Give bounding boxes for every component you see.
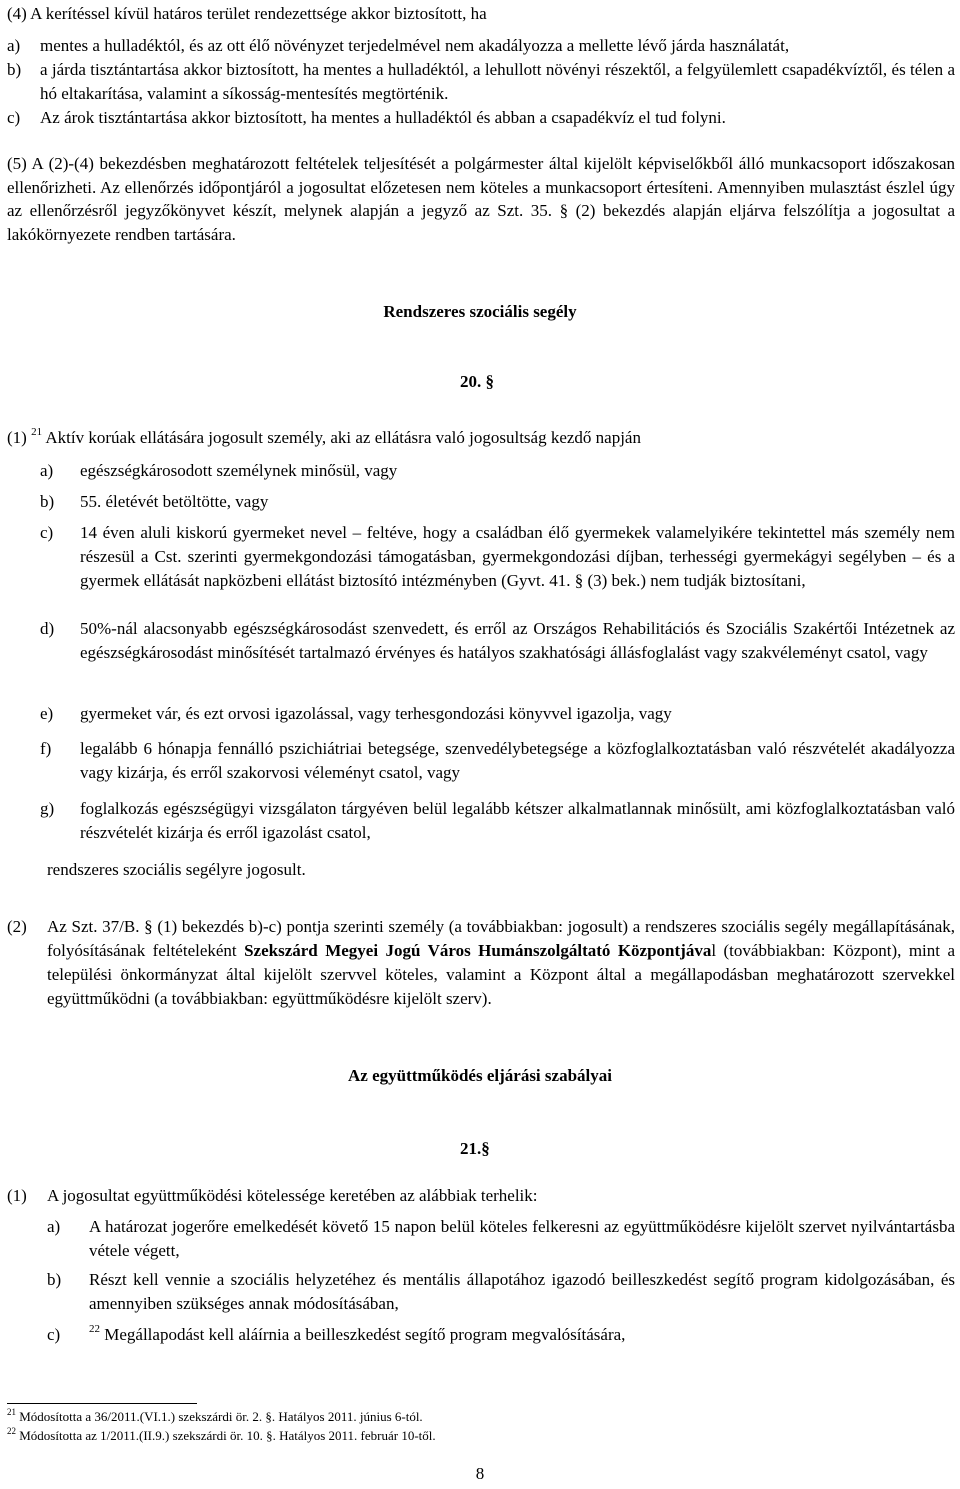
s20-p1-prefix: (1) xyxy=(7,428,27,447)
p4-b-label: b) xyxy=(7,60,22,79)
s21-item-c-text xyxy=(89,1323,625,1347)
s20-item-b-text: 55. életévét betöltötte, vagy xyxy=(80,492,269,511)
s21-item-b-label: b) xyxy=(47,1270,62,1289)
s20-item-d-text: 50%-nál alacsonyabb egészségkárosodást szenvedett, és erről az Országos Rehabilitációs és Szociális Szakértői Intézetnek az egészségkárosodást minősítését tartalmazó érvényes és hatályos szakhatósági állásfoglalást vagy szakvéleményt csatol, vagy xyxy=(80,619,955,662)
page-number: 8 xyxy=(475,1464,485,1483)
s20-item-e-label: e) xyxy=(40,704,54,723)
s21-p1-text: A jogosultat együttműködési kötelessége keretében az alábbiak terhelik: xyxy=(47,1186,538,1205)
s20-item-a-text: egészségkárosodott személynek minősül, vagy xyxy=(80,461,398,480)
s20-closing: rendszeres szociális segélyre jogosult. xyxy=(47,860,306,879)
footnote-22-num: 22 xyxy=(7,1425,16,1436)
s21-item-a-text: A határozat jogerőre emelkedését követő 15 napon belül köteles felkeresni az együttműködésre kijelölt szervet nyilvántartásba vétele végett, xyxy=(89,1217,955,1260)
footnote-separator xyxy=(7,1403,197,1404)
p4-b-text: a járda tisztántartása akkor biztosított, ha mentes a hulladéktól, a lehullott növényi részektől, a felgyülemlett csapadékvíztől, és télen a hó eltakarítása, valamint a síkosság-mentesítés megtörténik. xyxy=(40,60,955,103)
p5-text: (5) A (2)-(4) bekezdésben meghatározott feltételek teljesítését a polgármester által kijelölt képviselőkből álló munkacsoport időszakosan ellenőrizheti. Az ellenőrzés időpontjáról a jogosultat előzetesen nem köteles a munkacsoport értesíteni. Amennyiben mulasztást észlel úgy az ellenőrzésről jegyzőkönyvet készít, melynek alapján a jegyző az Szt. 35. § (2) bekezdés alapján eljárva felszólítja a jogosultat a lakókörnyezete rendben tartására. xyxy=(7,154,955,244)
s21-item-a-label: a) xyxy=(47,1217,61,1236)
p4-a-text: mentes a hulladéktól, és az ott élő növényzet terjedelmével nem akadályozza a mellette lévő járda használatát, xyxy=(40,36,790,55)
s20-item-a-label: a) xyxy=(40,461,54,480)
p4-c-text: Az árok tisztántartása akkor biztosított, ha mentes a hulladéktól és abban a csapadékvíz el tud folyni. xyxy=(40,108,726,127)
p4-c-label: c) xyxy=(7,108,21,127)
section-20-title: 20. § xyxy=(460,372,494,391)
s21-item-c-body: Megállapodást kell aláírnia a beilleszkedést segítő program megvalósítására, xyxy=(104,1325,626,1344)
s20-item-f-text: legalább 6 hónapja fennálló pszichiátriai betegsége, szenvedélybetegsége a közfoglalkoztatásban való részvételét akadályozza vagy kizárja, és erről szakorvosi véleményt csatol, vagy xyxy=(80,739,955,782)
s20-p1-text: Aktív korúak ellátására jogosult személy, aki az ellátásra való jogosultság kezdő napján xyxy=(45,428,641,447)
footnote-22-text: Módosította az 1/2011.(II.9.) szekszárdi ör. 10. §. Hatályos 2011. február 10-től. xyxy=(19,1428,436,1443)
s20-p2-text xyxy=(47,915,955,1011)
footnote-21-num: 21 xyxy=(7,1406,16,1417)
s20-item-g-text: foglalkozás egészségügyi vizsgálaton tárgyéven belül legalább kétszer alkalmatlannak minősült, ami közfoglalkoztatásban való részvételét kizárja és erről igazolást csatol, xyxy=(80,799,955,842)
s21-p1-label: (1) xyxy=(7,1186,27,1205)
s21-item-c-label: c) xyxy=(47,1325,61,1344)
s20-p1 xyxy=(7,426,641,450)
s20-p2-bold: Szekszárd Megyei Jogú Város Humánszolgáltató Központjáva xyxy=(244,941,712,960)
s20-item-f-label: f) xyxy=(40,739,52,758)
s20-p2-label: (2) xyxy=(7,917,27,936)
s20-p2-text-after: l (továbbiakban: Központ), mint a települési önkormányzat által kijelölt szervvel köteles, valamint a Központ által a megállapodásban meghatározott szervekkel együttműködni (a továbbiakban: együttműködésre kijelölt szerv). xyxy=(47,941,955,1008)
s20-item-c-text: 14 éven aluli kiskorú gyermeket nevel – feltéve, hogy a családban élő gyermekek valamelyikére tekintettel más személy nem részesül a Cst. szerinti gyermekgondozási támogatásban, gyermekgondozási díjban, terhességi gyermekágyi segélyben – és a gyermek ellátását napközbeni ellátást biztosító intézményben (Gyvt. 41. § (3) bek.) nem tudják biztosítani, xyxy=(80,523,955,590)
s20-item-d-label: d) xyxy=(40,619,55,638)
heading-egyuttmukodes: Az együttműködés eljárási szabályai xyxy=(348,1066,612,1085)
section-21-title: 21.§ xyxy=(460,1139,490,1158)
footnote-22 xyxy=(7,1425,436,1444)
s20-item-e-text: gyermeket vár, és ezt orvosi igazolással, vagy terhesgondozási könyvvel igazolja, vagy xyxy=(80,704,672,723)
p4-intro: (4) A kerítéssel kívül határos terület rendezettsége akkor biztosított, ha xyxy=(7,4,487,23)
s20-item-c-label: c) xyxy=(40,523,54,542)
footnote-ref-21: 21 xyxy=(31,426,43,439)
s20-p2-text-before: Az Szt. 37/B. § (1) bekezdés b)-c) pontja szerinti személy (a továbbiakban: jogosult) a rendszeres szociális segély megállapításának, folyósításának feltételeként xyxy=(47,917,955,960)
s21-item-b-text: Részt kell vennie a szociális helyzetéhez és mentális állapotához igazodó beilleszkedést segítő program kidolgozásában, és amennyiben szükséges annak módosításában, xyxy=(89,1270,955,1313)
footnote-ref-22: 22 xyxy=(89,1323,100,1336)
footnote-21 xyxy=(7,1406,423,1425)
footnote-21-text: Módosította a 36/2011.(VI.1.) szekszárdi ör. 2. §. Hatályos 2011. június 6-tól. xyxy=(19,1409,423,1424)
s20-item-g-label: g) xyxy=(40,799,55,818)
s20-item-b-label: b) xyxy=(40,492,55,511)
p4-a-label: a) xyxy=(7,36,21,55)
heading-rendszeres-szocialis-segely: Rendszeres szociális segély xyxy=(383,302,577,321)
